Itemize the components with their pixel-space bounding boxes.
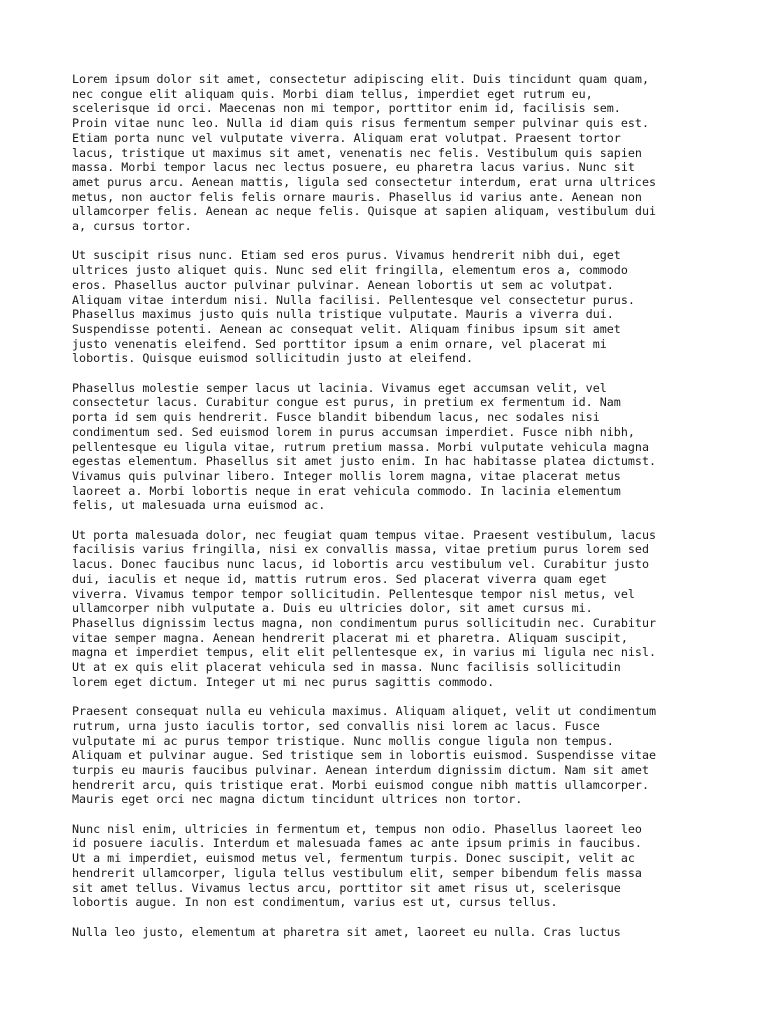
document-page bbox=[72, 72, 712, 954]
paragraph-1: Lorem ipsum dolor sit amet, consectetur adipiscing elit. Duis tincidunt quam quam, nec congue elit aliquam quis. Morbi diam tellus, imperdiet eget rutrum eu, scelerisque id orci. Maecenas non mi tempor, porttitor enim id, facilisis sem. Proin vitae nunc leo. Nulla id diam quis risus fermentum semper pulvinar quis est. Etiam porta nunc vel vulputate viverra. Aliquam erat volutpat. Praesent tortor lacus, tristique ut maximus sit amet, venenatis nec felis. Vestibulum quis sapien massa. Morbi tempor lacus nec lectus posuere, eu pharetra lacus varius. Nunc sit amet purus arcu. Aenean mattis, ligula sed consectetur interdum, erat urna ultrices metus, non auctor felis felis ornare mauris. Phasellus id varius ante. Aenean non ullamcorper felis. Aenean ac neque felis. Quisque at sapien aliquam, vestibulum dui a, cursus tortor. bbox=[72, 72, 657, 234]
paragraph-6: Nunc nisl enim, ultricies in fermentum et, tempus non odio. Phasellus laoreet leo id posuere iaculis. Interdum et malesuada fames ac ante ipsum primis in faucibus. Ut a mi imperdiet, euismod metus vel, fermentum turpis. Donec suscipit, velit ac hendrerit ullamcorper, ligula tellus vestibulum elit, semper bibendum felis massa sit amet tellus. Vivamus lectus arcu, porttitor sit amet risus ut, scelerisque lobortis augue. In non est condimentum, varius est ut, cursus tellus. bbox=[72, 821, 642, 910]
paragraph-4: Ut porta malesuada dolor, nec feugiat quam tempus vitae. Praesent vestibulum, lacus facilisis varius fringilla, nisi ex convallis massa, vitae pretium purus lorem sed lacus. Donec faucibus nunc lacus, id lobortis arcu vestibulum vel. Curabitur justo dui, iaculis et neque id, mattis rutrum eros. Sed placerat viverra quam eget viverra. Vivamus tempor tempor sollicitudin. Pellentesque tempor nisl metus, vel ullamcorper nibh vulputate a. Duis eu ultricies dolor, sit amet cursus mi. Phasellus dignissim lectus magna, non condimentum purus sollicitudin nec. Curabitur vitae semper magna. Aenean hendrerit placerat mi et pharetra. Aliquam suscipit, magna et imperdiet tempus, elit elit pellentesque ex, in varius mi ligula nec nisl. Ut at ex quis elit placerat vehicula sed in massa. Nunc facilisis sollicitudin lorem eget dictum. Integer ut mi nec purus sagittis commodo. bbox=[72, 527, 657, 689]
paragraph-2: Ut suscipit risus nunc. Etiam sed eros purus. Vivamus hendrerit nibh dui, eget ultrices justo aliquet quis. Nunc sed elit fringilla, elementum eros a, commodo eros. Phasellus auctor pulvinar pulvinar. Aenean lobortis ut sem ac volutpat. Aliquam vitae interdum nisi. Nulla facilisi. Pellentesque vel consectetur purus. Phasellus maximus justo quis nulla tristique vulputate. Mauris a viverra dui. Suspendisse potenti. Aenean ac consequat velit. Aliquam finibus ipsum sit amet justo venenatis eleifend. Sed porttitor ipsum a enim ornare, vel placerat mi lobortis. Quisque euismod sollicitudin justo at eleifend. bbox=[72, 248, 635, 366]
paragraph-3: Phasellus molestie semper lacus ut lacinia. Vivamus eget accumsan velit, vel consectetur lacus. Curabitur congue est purus, in pretium ex fermentum id. Nam porta id sem quis hendrerit. Fusce blandit bibendum lacus, nec sodales nisi condimentum sed. Sed euismod lorem in purus accumsan imperdiet. Fusce nibh nibh, pellentesque eu ligula vitae, rutrum pretium massa. Morbi vulputate vehicula magna egestas elementum. Phasellus sit amet justo enim. In hac habitasse platea dictumst. Vivamus quis pulvinar libero. Integer mollis lorem magna, vitae placerat metus laoreet a. Morbi lobortis neque in erat vehicula commodo. In lacinia elementum felis, ut malesuada urna euismod ac. bbox=[72, 380, 657, 513]
paragraph-7: Nulla leo justo, elementum at pharetra sit amet, laoreet eu nulla. Cras luctus bbox=[72, 924, 621, 939]
paragraph-5: Praesent consequat nulla eu vehicula maximus. Aliquam aliquet, velit ut condimentum rutrum, urna justo iaculis tortor, sed convallis nisi lorem ac lacus. Fusce vulputate mi ac purus tempor tristique. Nunc mollis congue ligula non tempus. Aliquam et pulvinar augue. Sed tristique sem in lobortis euismod. Suspendisse vitae turpis eu mauris faucibus pulvinar. Aenean interdum dignissim dictum. Nam sit amet hendrerit arcu, quis tristique erat. Morbi euismod congue nibh mattis ullamcorper. Mauris eget orci nec magna dictum tincidunt ultrices non tortor. bbox=[72, 704, 657, 807]
